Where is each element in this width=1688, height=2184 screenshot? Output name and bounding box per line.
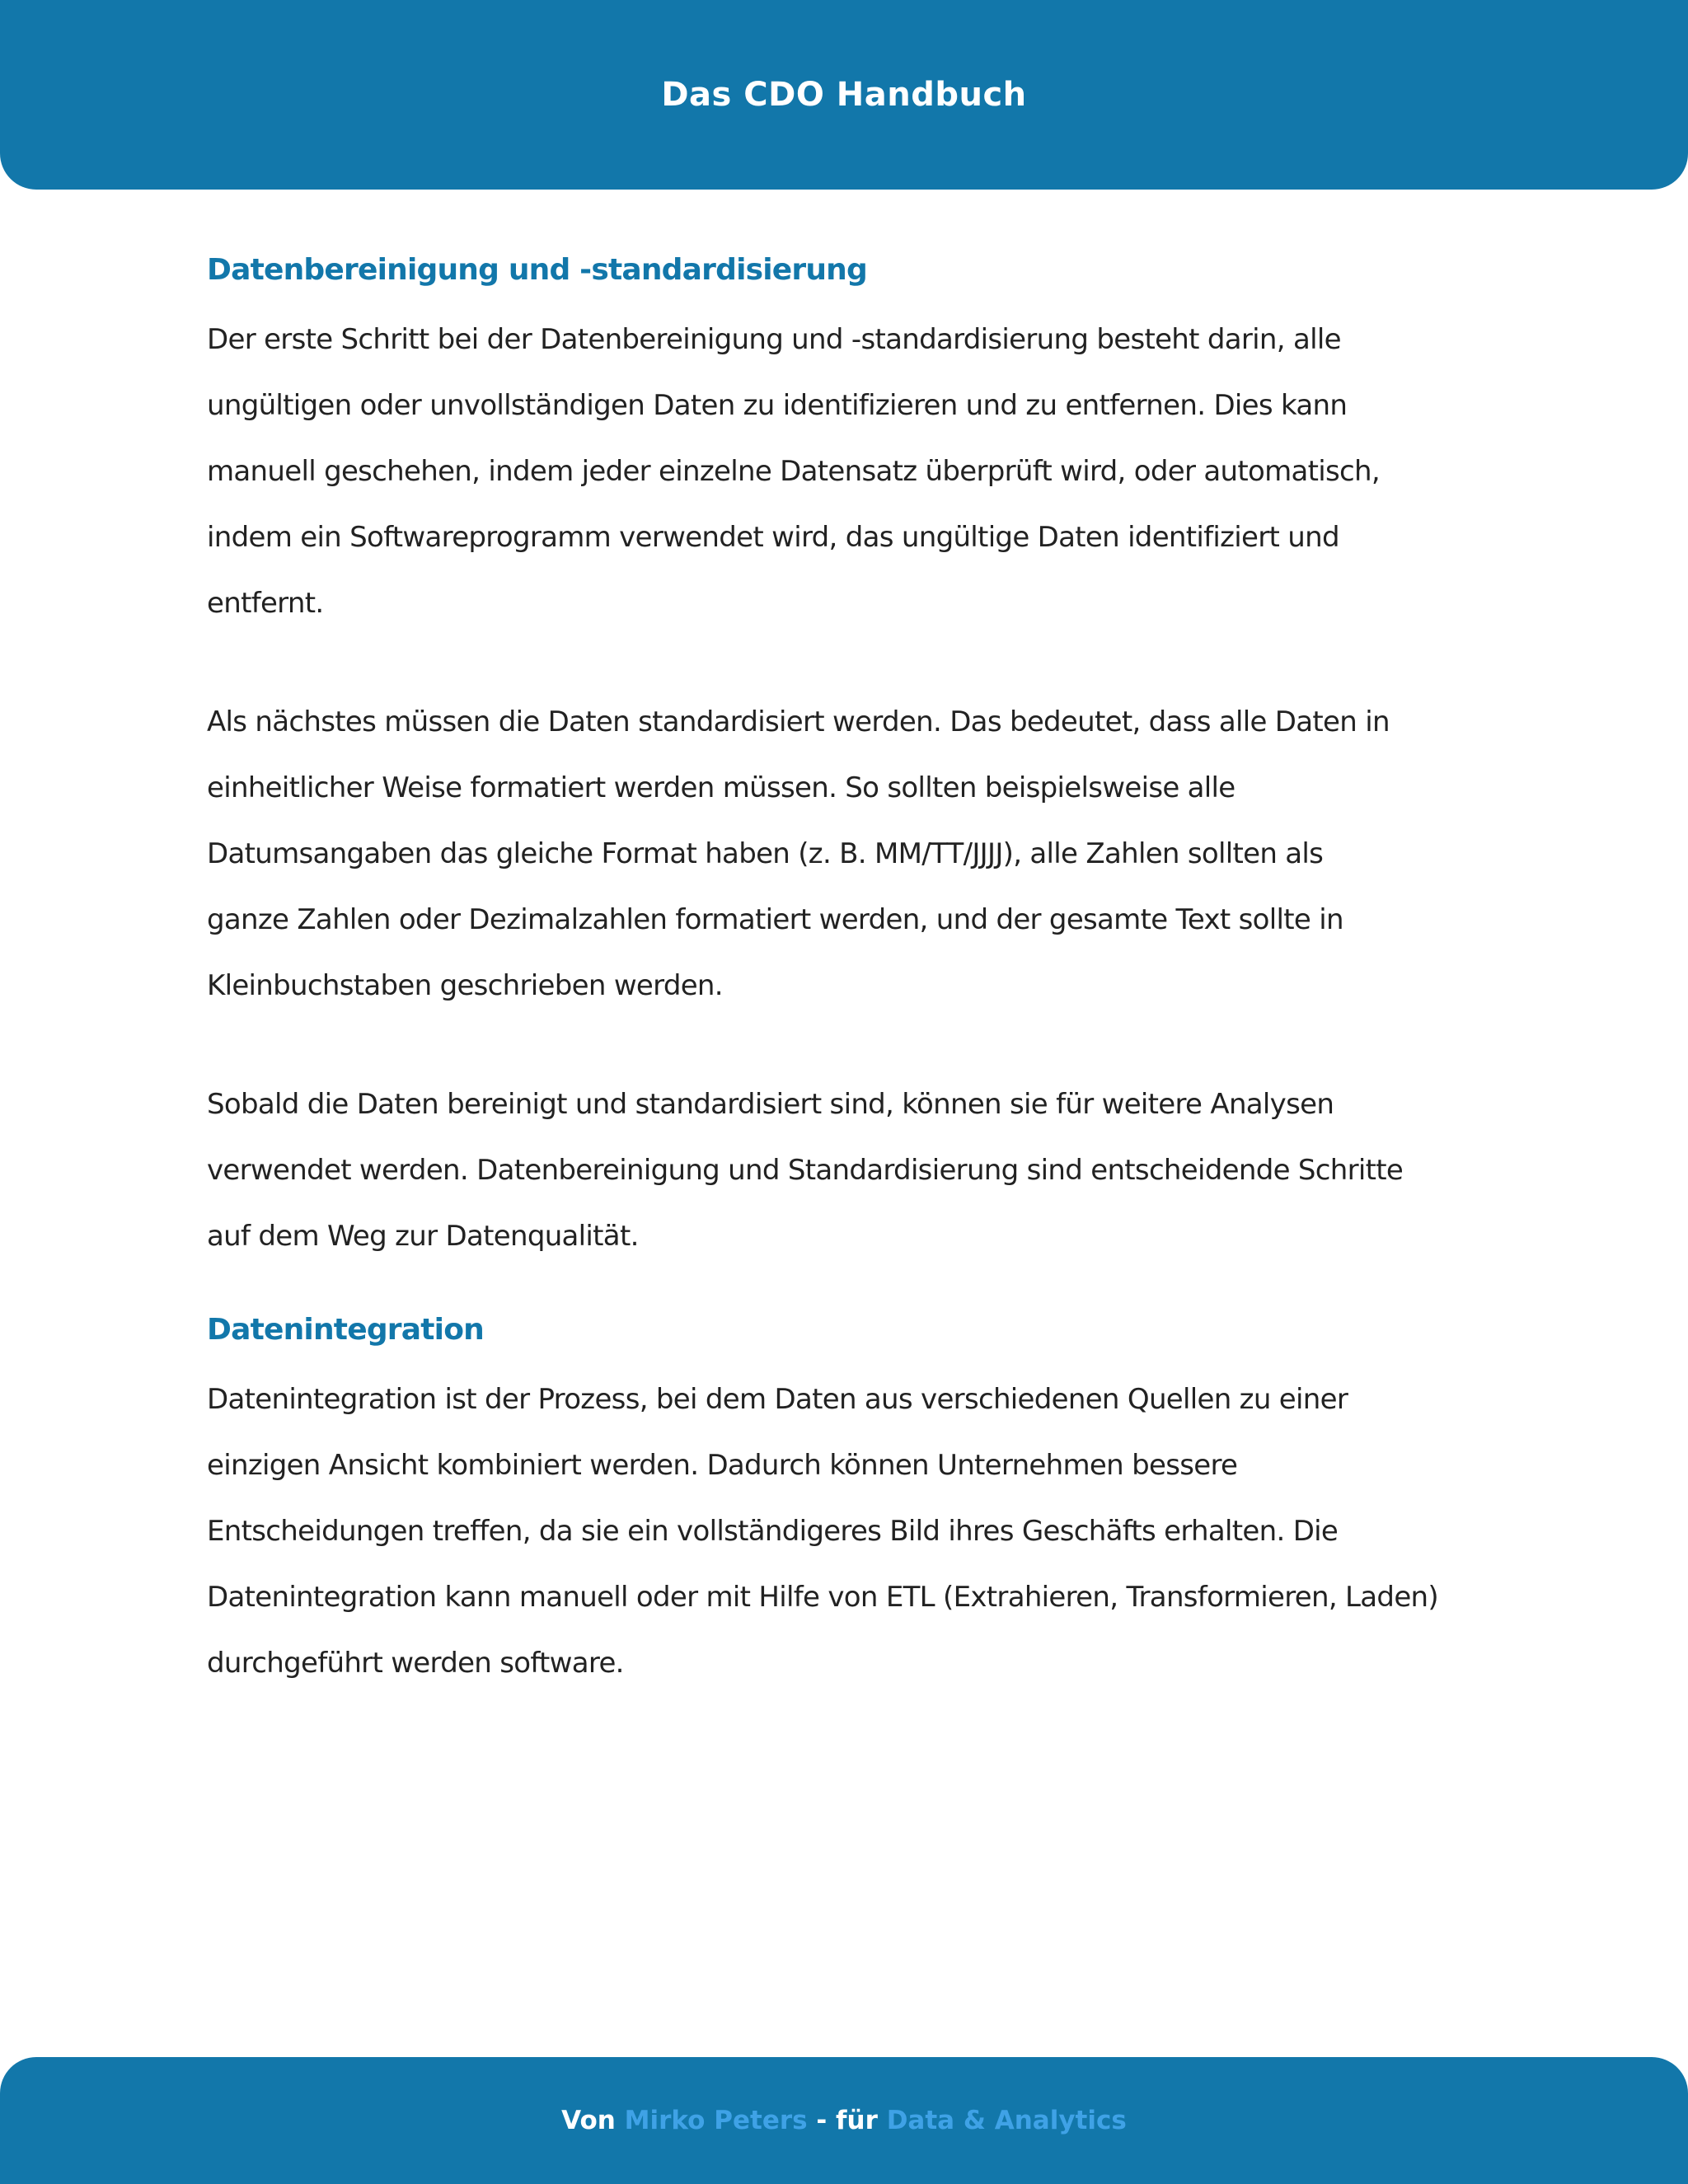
page-header <box>0 0 1688 190</box>
paragraph-line: verwendet werden. Datenbereinigung und Standardisierung sind entscheidende Schritte <box>207 1154 1404 1187</box>
paragraph <box>207 1071 1493 1269</box>
paragraph-line: ganze Zahlen oder Dezimalzahlen formatiert werden, und der gesamte Text sollte in <box>207 903 1343 936</box>
paragraph-line: manuell geschehen, indem jeder einzelne Datensatz überprüft wird, oder automatisch, <box>207 455 1380 488</box>
section-heading-datenbereinigung: Datenbereinigung und -standardisierung <box>207 253 867 287</box>
section-heading-datenintegration: Datenintegration <box>207 1313 484 1347</box>
paragraph-line: Sobald die Daten bereinigt und standardisiert sind, können sie für weitere Analysen <box>207 1088 1334 1121</box>
paragraph-line: Datenintegration ist der Prozess, bei dem Daten aus verschiedenen Quellen zu einer <box>207 1383 1348 1416</box>
footer-middle: - für <box>807 2106 887 2135</box>
page-footer <box>0 2057 1688 2184</box>
paragraph-line: Als nächstes müssen die Daten standardisiert werden. Das bedeutet, dass alle Daten in <box>207 705 1390 738</box>
paragraph-line: Der erste Schritt bei der Datenbereinigung und -standardisierung besteht darin, alle <box>207 323 1341 356</box>
footer-author: Mirko Peters <box>624 2106 808 2135</box>
paragraph <box>207 307 1493 636</box>
paragraph-line: indem ein Softwareprogramm verwendet wird, das ungültige Daten identifiziert und <box>207 521 1339 554</box>
paragraph <box>207 689 1493 1019</box>
paragraph-line: entfernt. <box>207 587 324 620</box>
footer-topic: Data & Analytics <box>886 2106 1127 2135</box>
paragraph-line: Entscheidungen treffen, da sie ein vollständigeres Bild ihres Geschäfts erhalten. Die <box>207 1515 1339 1548</box>
paragraph-line: auf dem Weg zur Datenqualität. <box>207 1220 639 1253</box>
paragraph-line: einzigen Ansicht kombiniert werden. Dadurch können Unternehmen bessere <box>207 1449 1238 1482</box>
paragraph-line: durchgeführt werden software. <box>207 1647 624 1680</box>
paragraph-line: Datumsangaben das gleiche Format haben (z. B. MM/TT/JJJJ), alle Zahlen sollten als <box>207 837 1324 870</box>
header-title: Das CDO Handbuch <box>661 76 1027 114</box>
footer-prefix: Von <box>561 2106 625 2135</box>
paragraph <box>207 1366 1493 1696</box>
paragraph-line: Kleinbuchstaben geschrieben werden. <box>207 969 723 1002</box>
document-body <box>207 244 1493 1696</box>
paragraph-line: Datenintegration kann manuell oder mit Hilfe von ETL (Extrahieren, Transformieren, Laden) <box>207 1581 1438 1614</box>
paragraph-line: ungültigen oder unvollständigen Daten zu identifizieren und zu entfernen. Dies kann <box>207 389 1348 422</box>
footer-credit <box>561 2106 1127 2135</box>
paragraph-line: einheitlicher Weise formatiert werden müssen. So sollten beispielsweise alle <box>207 771 1236 804</box>
